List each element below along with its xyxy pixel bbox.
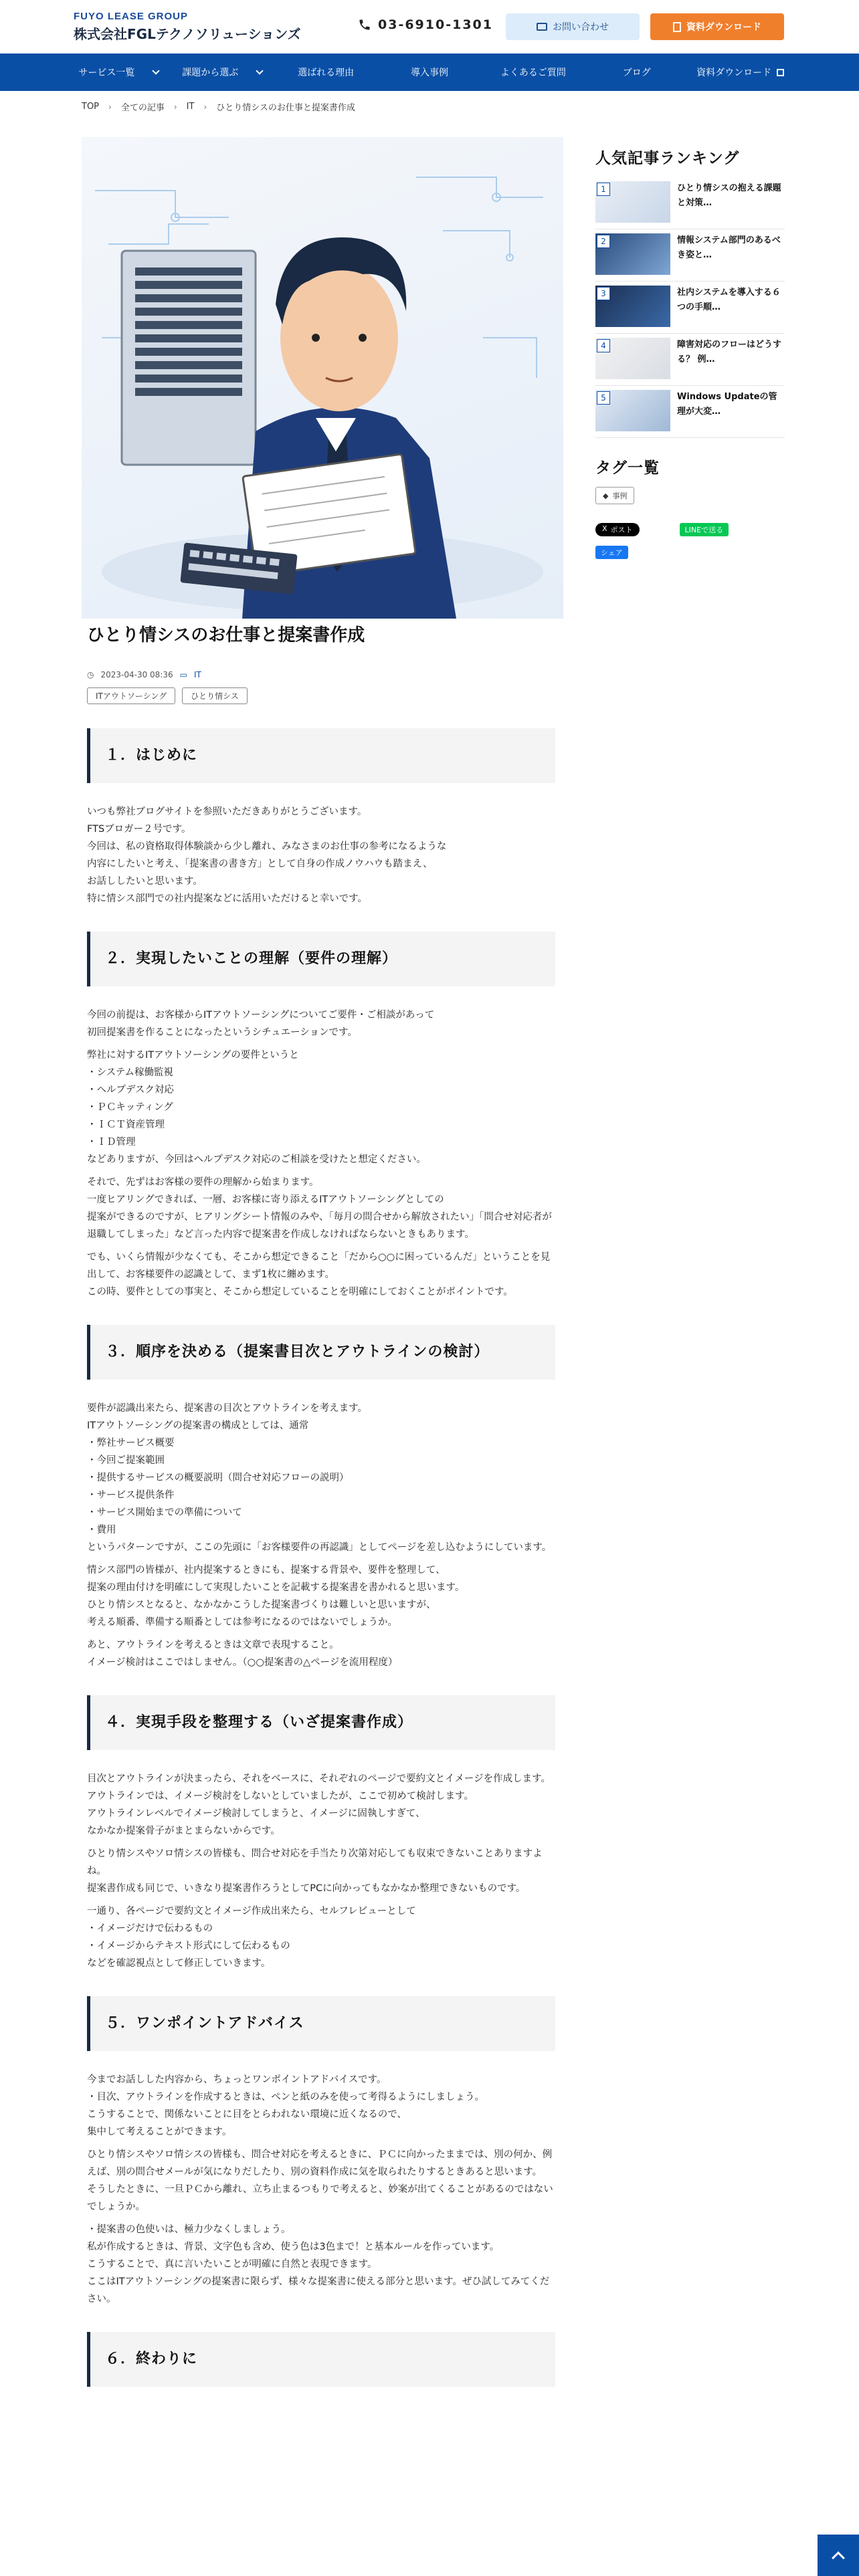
paragraph: ひとり情シスやソロ情シスの皆様も、問合せ対応を考えるときに、ＰＣに向かったままでは、別の何か、例えば、別の問合せメールが気になりだしたり、別の資料作成に気を取られたりするときあると思います。 そうしたときに、一旦ＰＣから離れ、立ち止まるつもりで考えると、妙案が出てくることがあるのではないでしょうか。 [87, 2149, 553, 2212]
tag-icon: ◆ [603, 491, 609, 500]
document-icon [673, 22, 681, 32]
nav-item-blog[interactable] [585, 53, 688, 91]
main-nav [0, 53, 859, 91]
sidebar [595, 146, 785, 559]
article [87, 622, 555, 2387]
ranking-title-text: 障害対応のフローはどうする？ 例… [677, 340, 782, 364]
ranking-title-text: Windows Updateの管理が大変… [677, 392, 777, 417]
mail-icon [537, 23, 547, 31]
nav-item-services[interactable] [67, 53, 171, 91]
nav-item-issues[interactable] [171, 53, 274, 91]
section-heading: １．はじめに [87, 728, 555, 783]
nav-item-reasons[interactable] [274, 53, 378, 91]
share-x-label: ポスト [610, 526, 633, 534]
external-link-icon [777, 69, 784, 76]
section-heading: ２．実現したいことの理解（要件の理解） [87, 932, 555, 986]
article-category[interactable]: IT [193, 670, 201, 679]
paragraph: 今回の前提は、お客様からITアウトソーシングについてご要件・ご相談があって 初回提案書を作ることになったというシチュエーションです。 [87, 1010, 435, 1038]
ranking-item[interactable] [595, 386, 785, 438]
tag-it-outsourcing[interactable]: ITアウトソーシング [87, 687, 175, 704]
section-body [87, 1400, 555, 1671]
chevron-right-icon: › [203, 102, 207, 112]
site-logo[interactable] [74, 11, 301, 43]
paragraph: 情シス部門の皆様が、社内提案するときにも、提案する背景や、要件を整理して、 提案の理由付けを明確にして実現したいことを記載する提案書を書かれると思います。 ひとり情シスとなると、なかなかこうした提案書づくりは難しいと思いますが、 考える順番、準備する順番としては参考になるのではないでしょうか。 [87, 1565, 465, 1628]
section-body [87, 1770, 555, 1972]
nav-item-cases[interactable] [378, 53, 482, 91]
ranking-thumbnail [595, 286, 670, 327]
paragraph: 今までお話しした内容から、ちょっとワンポイントアドバイスです。 ・目次、アウトラインを作成するときは、ペンと紙のみを使って考得るようにしましょう。 こうすることで、関係ないことに目をとらわれない環境に近くなるので、 集中して考えることができます。 [87, 2074, 485, 2137]
breadcrumb-all-articles[interactable]: 全ての記事 [120, 103, 165, 113]
chevron-right-icon: › [173, 102, 177, 112]
ranking-thumbnail [595, 233, 670, 275]
nav-item-label: 導入事例 [411, 68, 448, 78]
nav-item-label: サービス一覧 [78, 68, 135, 78]
chevron-down-icon [153, 67, 160, 74]
ranking-number: 4 [597, 339, 610, 352]
share-x-button[interactable] [595, 523, 640, 536]
ranking-item[interactable] [595, 177, 785, 229]
paragraph: あと、アウトラインを考えるときは文章で表現すること。 イメージ検討はここではしません。（○○提案書の△ページを流用程度） [87, 1640, 398, 1668]
breadcrumb-top[interactable]: TOP [82, 102, 100, 112]
article-title: ひとり情シスのお仕事と提案書作成 [87, 625, 365, 645]
paragraph: それで、先ずはお客様の要件の理解から始まります。 一度ヒアリングできれば、一層、お客様に寄り添えるITアウトソーシングとしての 提案ができるのですが、ヒアリングシート情報のみや、「毎月の問合せから解放されたい」「問合せ対応者が退職してしまった」など言った内容で提案書を作成しなければならないときもあります。 [87, 1177, 552, 1240]
paragraph: 目次とアウトラインが決まったら、それをベースに、それぞれのページで要約文とイメージを作成します。 アウトラインでは、イメージ検討をしないとしていましたが、ここで初めて検討します。 アウトラインレベルでイメージ検討してしまうと、イメージに固執しすぎて、 なかなか提案骨子がまとまらないからです。 [87, 1774, 551, 1836]
tag-chip-label: 事例 [612, 492, 628, 500]
contact-button[interactable] [506, 13, 640, 40]
paragraph: いつも弊社ブログサイトを参照いただきありがとうございます。 FTSブロガー２号です。 今回は、私の資格取得体験談から少し離れ、みなさまのお仕事の参考になるような 内容にしたいと考え、「提案書の書き方」として自身の作成ノウハウも踏まえ、 お話ししたいと思います。 特に情シス部門での社内提案などに活用いただけると幸いです。 [87, 807, 447, 904]
ranking-title-text: 社内システムを導入する６つの手順… [677, 288, 781, 312]
paragraph: 一通り、各ページで要約文とイメージ作成出来たら、セルフレビューとして ・イメージだけで伝わるもの ・イメージからテキスト形式にして伝わるもの などを確認視点として修正していきます。 [87, 1906, 416, 1969]
section-body [87, 1006, 555, 1301]
share-line-button[interactable]: LINEで送る [680, 523, 729, 536]
ranking-title: 人気記事ランキング [595, 150, 740, 167]
nav-item-label: 課題から選ぶ [182, 68, 239, 78]
paragraph: ・提案書の色使いは、極力少なくしましょう。 私が作成するときは、背景、文字色も含め、使う色は3色まで！と基本ルールを作っています。 こうすることで、真に言いたいことが明確に自然と表現できます。 ここはITアウトソーシングの提案書に限らず、様々な提案書に使える部分と思います。ぜひ試してみてください。 [87, 2224, 550, 2304]
ranking-title-text: ひとり情シスの抱える課題と対策… [677, 183, 781, 208]
logo-company-name: 株式会社FGLテクノソリューションズ [74, 26, 301, 42]
chevron-right-icon: › [108, 102, 112, 112]
download-button[interactable] [650, 13, 784, 40]
nav-item-label: ブログ [622, 68, 651, 78]
article-tags [87, 687, 555, 704]
article-meta [87, 670, 555, 679]
share-facebook-button[interactable]: シェア [595, 546, 628, 559]
phone-number[interactable] [358, 17, 493, 32]
chevron-down-icon [256, 67, 264, 74]
ranking-number: 5 [597, 391, 610, 405]
ranking-thumbnail [595, 181, 670, 223]
ranking-number: 1 [597, 183, 610, 196]
ranking-item[interactable] [595, 334, 785, 386]
nav-item-faq[interactable] [481, 53, 585, 91]
tags-title: タグ一覧 [595, 459, 660, 477]
section-body [87, 2071, 555, 2308]
nav-item-label: 資料ダウンロード [696, 68, 772, 78]
nav-item-download[interactable] [688, 53, 792, 91]
back-to-top-button[interactable] [818, 2535, 859, 2576]
clock-icon: ◷ [87, 670, 94, 679]
paragraph: 弊社に対するITアウトソーシングの要件というと ・システム稼働監視 ・ヘルプデスク対応 ・ＰＣキッティング ・ＩＣＴ資産管理 ・ＩＤ管理 などありますが、今回はヘルプデスク対応のご相談を受けたと想定ください。 [87, 1050, 426, 1165]
ranking-item[interactable] [595, 229, 785, 282]
section-heading: ５．ワンポイントアドバイス [87, 1996, 555, 2051]
site-header [0, 0, 859, 53]
contact-button-label: お問い合わせ [553, 22, 609, 33]
logo-group-name: FUYO LEASE GROUP [74, 11, 189, 22]
section-heading: ４．実現手段を整理する（いざ提案書作成） [87, 1695, 555, 1750]
chevron-up-icon [832, 2551, 845, 2565]
section-heading: ３．順序を決める（提案書目次とアウトラインの検討） [87, 1325, 555, 1380]
folder-icon: ▭ [179, 670, 187, 679]
ranking-list [595, 177, 785, 438]
ranking-thumbnail [595, 390, 670, 431]
phone-number-text: 03-6910-1301 [378, 17, 493, 32]
x-logo-icon: X [602, 524, 607, 533]
breadcrumb-category[interactable]: IT [186, 102, 195, 112]
article-date: 2023-04-30 08:36 [100, 670, 173, 679]
breadcrumb [82, 100, 355, 113]
phone-icon [358, 18, 371, 31]
ranking-thumbnail [595, 338, 670, 379]
tag-chip-case[interactable] [595, 487, 634, 504]
nav-item-label: 選ばれる理由 [298, 68, 355, 78]
nav-item-label: よくあるご質問 [500, 68, 566, 78]
download-button-label: 資料ダウンロード [686, 22, 761, 33]
breadcrumb-current: ひとり情シスのお仕事と提案書作成 [216, 103, 355, 113]
paragraph: 要件が認識出来たら、提案書の目次とアウトラインを考えます。 ITアウトソーシングの提案書の構成としては、通常 ・弊社サービス概要 ・今回ご提案範囲 ・提供するサービスの概要説明（問合せ対応フローの説明） ・サービス提供条件 ・サービス開始までの準備について ・費用 というパターンですが、ここの先頭に「お客様要件の再認識」としてページを差し込むようにしています。 [87, 1403, 552, 1553]
paragraph: ひとり情シスやソロ情シスの皆様も、問合せ対応を手当たり次第対応しても収束できないことありますよね。 提案書作成も同じで、いきなり提案書作ろうとしてPCに向かってもなかなか整理できないものです。 [87, 1848, 543, 1894]
ranking-number: 3 [597, 287, 610, 300]
ranking-item[interactable] [595, 282, 785, 334]
section-body [87, 803, 555, 907]
ranking-title-text: 情報システム部門のあるべき姿と… [677, 235, 781, 260]
section-heading: ６．終わりに [87, 2332, 555, 2387]
tag-solo-it[interactable]: ひとり情シス [182, 687, 248, 704]
paragraph: でも、いくら情報が少なくても、そこから想定できること「だから○○に困っているんだ」ということを見出して、お客様要件の認識として、まず1枚に纏めます。 この時、要件としての事実と、そこから想定していることを明確にしておくことがポイントです。 [87, 1252, 551, 1297]
ranking-number: 2 [597, 235, 610, 248]
share-buttons [595, 523, 785, 536]
article-sections [87, 728, 555, 2387]
office-worker-illustration [82, 137, 563, 619]
hero-illustration [82, 137, 563, 619]
